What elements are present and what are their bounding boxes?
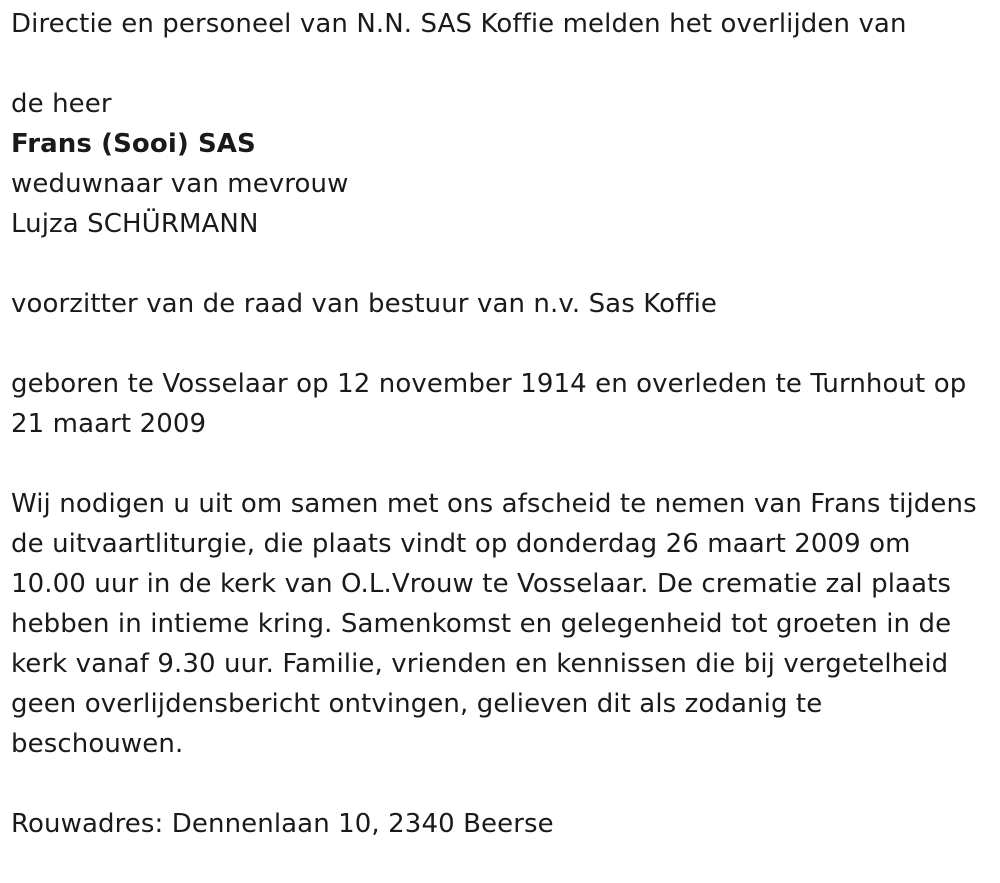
role-text: voorzitter van de raad van bestuur van n.v. Sas Koffie <box>11 289 718 319</box>
birth-death-text: geboren te Vosselaar op 12 november 1914 en overleden te Turnhout op 21 maart 2009 <box>11 369 967 439</box>
spacer <box>11 444 986 484</box>
spouse-name: Lujza SCHÜRMANN <box>11 209 259 239</box>
salutation-text: de heer <box>11 89 112 119</box>
intro-text: Directie en personeel van N.N. SAS Koffie melden het overlijden van <box>11 9 907 39</box>
spacer <box>11 324 986 364</box>
invitation-text: Wij nodigen u uit om samen met ons afscheid te nemen van Frans tijdens de uitvaartliturgie, die plaats vindt op donderdag 26 maart 2009 om 10.00 uur in de kerk van O.L.Vrouw te Vosselaar. De crematie zal plaats hebben in intieme kring. Samenkomst en gelegenheid tot groeten in de kerk vanaf 9.30 uur. Familie, vrienden en kennissen die bij vergetelheid geen overlijdensbericht ontvingen, gelieven dit als zodanig te beschouwen. <box>11 489 977 759</box>
spacer <box>11 244 986 284</box>
deceased-name: Frans (Sooi) SAS <box>11 129 256 159</box>
spacer <box>11 44 986 84</box>
death-notice <box>11 4 986 844</box>
spacer <box>11 764 986 804</box>
mourning-address: Rouwadres: Dennenlaan 10, 2340 Beerse <box>11 809 554 839</box>
widower-text: weduwnaar van mevrouw <box>11 169 349 199</box>
